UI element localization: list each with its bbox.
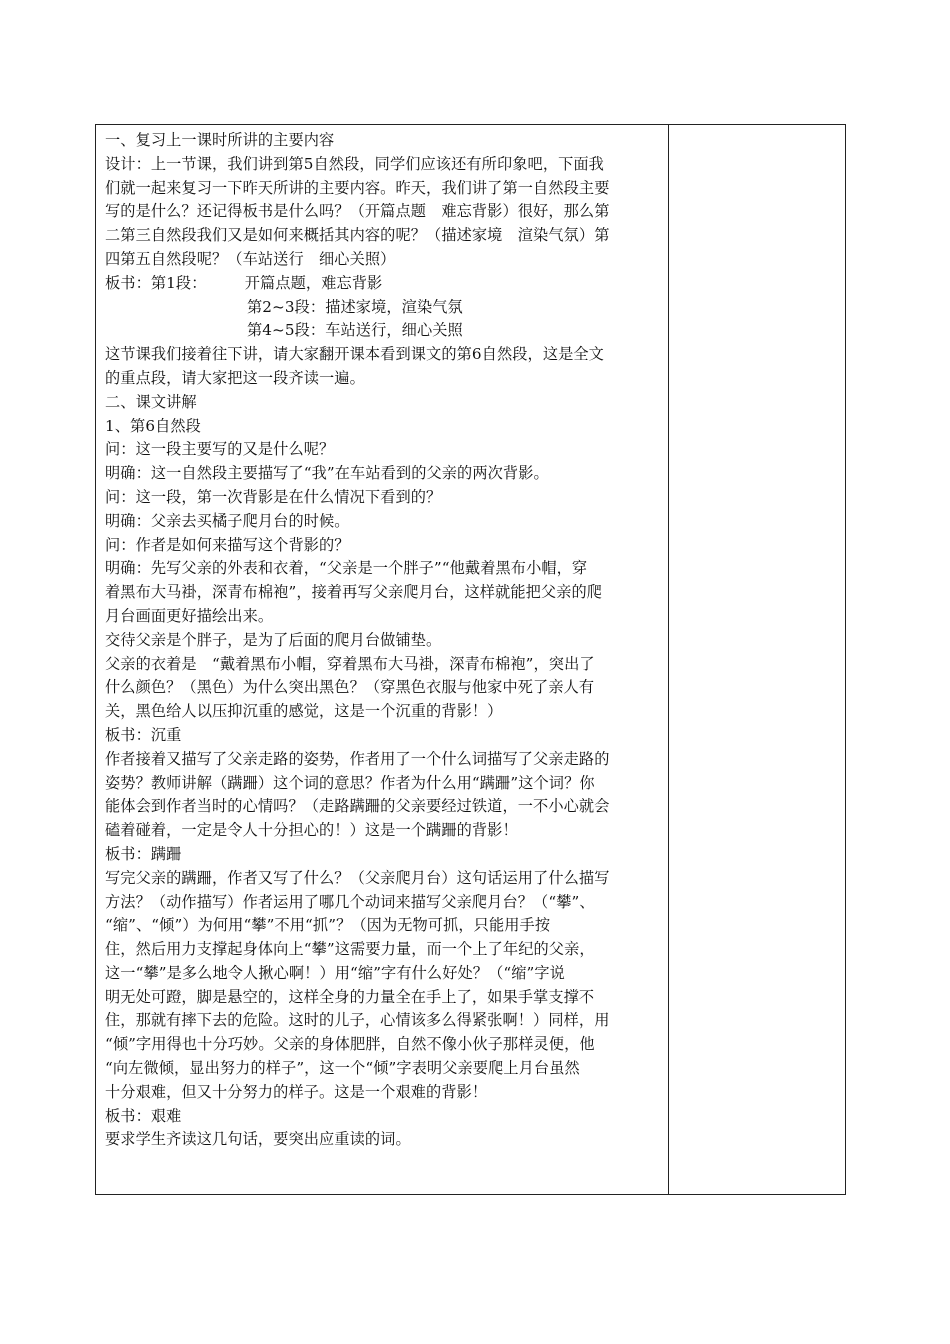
- text-line: 一、复习上一课时所讲的主要内容: [105, 131, 335, 149]
- text-line: 板书：蹒跚: [105, 844, 182, 863]
- text-line: 问：作者是如何来描写这个背影的？: [105, 535, 350, 554]
- text-line: 关，黑色给人以压抑沉重的感觉，这是一个沉重的背影！）: [105, 702, 503, 721]
- text-line: 能体会到作者当时的心情吗？（走路蹒跚的父亲要经过铁道，一不小心就会: [105, 797, 610, 816]
- text-line: 1、第6自然段: [105, 416, 201, 435]
- text-line: 二第三自然段我们又是如何来概括其内容的呢？（描述家境 渲染气氛）第: [105, 226, 610, 245]
- text-line: “缩”、“倾”）为何用“攀”不用“抓”？（因为无物可抓，只能用手按: [105, 916, 551, 935]
- notes-cell: [669, 125, 845, 1194]
- lesson-content-cell: [96, 125, 669, 1194]
- text-line: “倾”字用得也十分巧妙。父亲的身体肥胖，自然不像小伙子那样灵便，他: [105, 1035, 595, 1054]
- text-line: 写完父亲的蹒跚，作者又写了什么？（父亲爬月台）这句话运用了什么描写: [105, 868, 610, 887]
- text-line: 明确：先写父亲的外表和衣着，“父亲是一个胖子”“他戴着黑布小帽，穿: [105, 559, 588, 578]
- text-line: 作者接着又描写了父亲走路的姿势，作者用了一个什么词描写了父亲走路的: [105, 749, 610, 768]
- text-line: 明确：父亲去买橘子爬月台的时候。: [105, 511, 350, 530]
- text-line: 交待父亲是个胖子，是为了后面的爬月台做铺垫。: [105, 630, 442, 649]
- text-line: 住，然后用力支撑起身体向上“攀”这需要力量，而一个上了年纪的父亲，: [105, 940, 595, 959]
- text-line: 这一“攀”是多么地令人揪心啊！）用“缩”字有什么好处？（“缩”字说: [105, 963, 565, 982]
- text-line: 板书：沉重: [105, 725, 182, 744]
- text-line: 的重点段，请大家把这一段齐读一遍。: [105, 368, 365, 387]
- text-line: 父亲的衣着是 “戴着黑布小帽，穿着黑布大马褂，深青布棉袍”，突出了: [105, 654, 595, 673]
- text-line: 这节课我们接着往下讲，请大家翻开课本看到课文的第6自然段，这是全文: [105, 345, 604, 364]
- text-line: 要求学生齐读这几句话，要突出应重读的词。: [105, 1130, 411, 1149]
- text-line: 问：这一段主要写的又是什么呢？: [105, 440, 335, 459]
- text-line: 明无处可蹬，脚是悬空的，这样全身的力量全在手上了，如果手掌支撑不: [105, 987, 595, 1006]
- text-line: 月台画面更好描绘出来。: [105, 606, 274, 625]
- text-line: 十分艰难，但又十分努力的样子。这是一个艰难的背影！: [105, 1082, 488, 1101]
- text-line: 二、课文讲解: [105, 392, 197, 411]
- text-line: 第2~3段：描述家境，渲染气氛: [247, 297, 463, 316]
- text-line: 问：这一段，第一次背影是在什么情况下看到的？: [105, 487, 442, 506]
- text-line: 什么颜色？（黑色）为什么突出黑色？（穿黑色衣服与他家中死了亲人有: [105, 678, 595, 697]
- text-line: 磕着碰着，一定是令人十分担心的！）这是一个蹒跚的背影！: [105, 821, 518, 840]
- text-line: 四第五自然段呢？（车站送行 细心关照）: [105, 249, 396, 268]
- text-line: 着黑布大马褂，深青布棉袍”，接着再写父亲爬月台，这样就能把父亲的爬: [105, 583, 603, 602]
- text-line: 设计：上一节课，我们讲到第5自然段，同学们应该还有所印象吧，下面我: [105, 154, 604, 173]
- lesson-plan-table: [95, 124, 846, 1195]
- text-line: 方法？（动作描写）作者运用了哪几个动词来描写父亲爬月台？（“攀”、: [105, 892, 595, 911]
- text-line: “向左微倾，显出努力的样子”，这一个“倾”字表明父亲要爬上月台虽然: [105, 1059, 580, 1078]
- text-line: 明确：这一自然段主要描写了“我”在车站看到的父亲的两次背影。: [105, 464, 549, 483]
- text-line: 姿势？教师讲解（蹒跚）这个词的意思？作者为什么用“蹒跚”这个词？你: [105, 773, 595, 792]
- text-line: 们就一起来复习一下昨天所讲的主要内容。昨天，我们讲了第一自然段主要: [105, 178, 610, 197]
- text-line: 写的是什么？还记得板书是什么吗？（开篇点题 难忘背影）很好，那么第: [105, 202, 610, 221]
- text-line: 第4~5段：车站送行，细心关照: [247, 321, 463, 340]
- text-line: 住，那就有摔下去的危险。这时的儿子，心情该多么得紧张啊！）同样，用: [105, 1011, 610, 1030]
- text-line: 板书：艰难: [105, 1106, 182, 1125]
- text-line: 板书：第1段： 开篇点题，难忘背影: [105, 273, 383, 292]
